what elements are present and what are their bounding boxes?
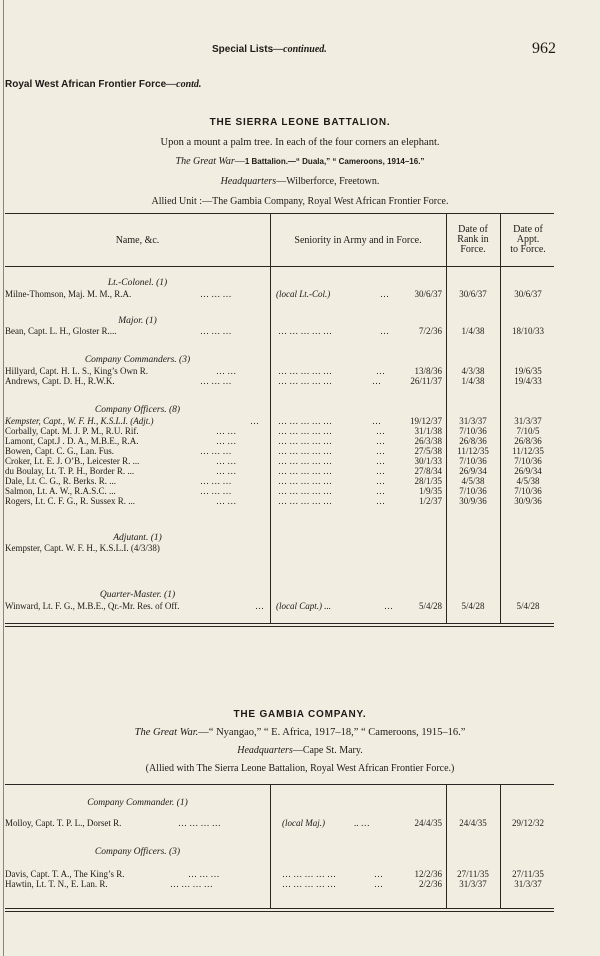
leader-dots: … [376,456,385,466]
leader-dots: … [255,601,264,611]
appt-date: 26/9/34 [514,466,542,476]
gambia-title: THE GAMBIA COMPANY. [233,709,367,720]
leader-dots: … [380,289,389,299]
appt-date: 18/10/33 [511,326,544,336]
category-company-commanders: Company Commanders. (3) [84,355,191,365]
leader-dots: … [376,426,385,436]
sierra-headquarters: Headquarters—Wilberforce, Freetown. [220,176,380,187]
table-row [0,818,600,829]
table-row [0,376,600,387]
rank-date: 27/11/35 [457,869,489,879]
appt-date: 7/10/36 [514,456,542,466]
seniority-date: 7/2/36 [418,326,442,336]
table-bottom-rule-2 [5,626,554,627]
leader-dots: … … … [200,376,232,386]
seniority-date: 24/4/35 [414,818,442,828]
appt-date: 29/12/32 [511,818,544,828]
leader-dots: … … [216,466,237,476]
table-bottom-rule [5,623,554,624]
leader-dots: … … … [200,476,232,486]
header-rank-date: Date of Rank in Force. [457,224,489,255]
leader-dots: … … … … … [278,426,332,436]
rank-date: 7/10/36 [459,426,487,436]
leader-dots: … [376,496,385,506]
officer-name: Kempster, Capt., W. F. H., K.S.L.I. (Adjt.) [5,416,154,426]
leader-dots: … … [216,366,237,376]
rank-date: 1/4/38 [461,376,485,386]
rank-date: 31/3/37 [459,416,487,426]
appt-date: 27/11/35 [512,869,544,879]
seniority-date: 30/1/33 [414,456,442,466]
gambia-headquarters: Headquarters—Cape St. Mary. [237,745,363,756]
seniority-date: 30/6/37 [414,289,442,299]
officer-name: Bean, Capt. L. H., Gloster R.... [5,326,117,336]
leader-dots: … … [216,436,237,446]
leader-dots: … [376,436,385,446]
seniority-note: (local Maj.) [282,818,325,828]
sierra-title: THE SIERRA LEONE BATTALION. [209,117,391,128]
table-row [0,543,600,554]
officer-name: Andrews, Capt. D. H., R.W.K. [5,376,115,386]
officer-name: Kempster, Capt. W. F. H., K.S.L.I. (4/3/38) [5,543,160,553]
seniority-date: 12/2/36 [414,869,442,879]
gambia-table-bottom-rule-2 [5,911,554,912]
category-gambia-company-officers: Company Officers. (3) [94,847,181,857]
leader-dots: … … … [200,486,232,496]
page-number: 962 [532,40,556,57]
leader-dots: … [374,869,383,879]
appt-date: 19/6/35 [514,366,542,376]
running-head [0,42,600,58]
appt-date: 7/10/36 [514,486,542,496]
leader-dots: … [376,446,385,456]
leader-dots: … … … … [170,879,213,889]
leader-dots: … … … [188,869,220,879]
section-heading: Royal West African Frontier Force—contd. [5,79,202,90]
appt-date: 5/4/28 [516,601,540,611]
rank-date: 4/3/38 [461,366,485,376]
rank-date: 5/4/28 [461,601,485,611]
seniority-note: (local Lt.-Col.) [276,289,331,299]
officer-name: Croker, Lt. E. J. O’B., Leicester R. ... [5,456,140,466]
gambia-table-top-rule [5,784,554,785]
leader-dots: … [372,376,381,386]
appt-date: 30/9/36 [514,496,542,506]
sierra-allied-unit: Allied Unit :—The Gambia Company, Royal West African Frontier Force. [151,196,449,207]
header-seniority: Seniority in Army and in Force. [294,235,422,246]
seniority-date: 1/9/35 [418,486,442,496]
leader-dots: … … … … … [278,496,332,506]
leader-dots: … [380,326,389,336]
rank-date: 26/9/34 [459,466,487,476]
category-company-commander: Company Commander. (1) [87,798,188,808]
category-company-officers: Company Officers. (8) [94,405,181,415]
leader-dots: … [374,879,383,889]
table-row [0,601,600,612]
leader-dots: … … … … [178,818,221,828]
sierra-honours: The Great War—1 Battalion.—“ Duala,” “ Cameroons, 1914–16.” [175,156,425,167]
gambia-honours: The Great War.—“ Nyangao,” “ E. Africa, 1917–18,” “ Cameroons, 1915–16.” [134,727,466,738]
officer-name: Corbally, Capt. M. J. P. M., R.U. Rif. [5,426,139,436]
leader-dots: … … … … … [278,446,332,456]
rank-date: 7/10/36 [459,456,487,466]
appt-date: 4/5/38 [516,476,540,486]
seniority-date: 26/11/37 [410,376,442,386]
leader-dots: … … … … … [278,326,332,336]
seniority-date: 27/5/38 [414,446,442,456]
rank-date: 26/8/36 [459,436,487,446]
sierra-badge: Upon a mount a palm tree. In each of the four corners an elephant. [160,137,440,148]
table-row [0,326,600,337]
leader-dots: … [384,601,393,611]
appt-date: 31/3/37 [514,416,542,426]
table-row [0,289,600,300]
category-major: Major. (1) [118,316,157,326]
seniority-date: 2/2/36 [418,879,442,889]
header-name: Name, &c. [115,235,160,246]
rank-date: 30/6/37 [459,289,487,299]
seniority-date: 5/4/28 [418,601,442,611]
appt-date: 31/3/37 [514,879,542,889]
table-header-rule [5,266,554,267]
officer-name: Bowen, Capt. C. G., Lan. Fus. [5,446,114,456]
leader-dots: … [376,466,385,476]
rank-date: 7/10/36 [459,486,487,496]
leader-dots: … [372,416,381,426]
rank-date: 11/12/35 [457,446,489,456]
table-row [0,879,600,890]
leader-dots: … … … … … [278,476,332,486]
gambia-table-bottom-rule [5,908,554,909]
table-row [0,496,600,507]
seniority-date: 13/8/36 [414,366,442,376]
leader-dots: … [376,366,385,376]
officer-name: Lamont, Capt.J . D. A., M.B.E., R.A. [5,436,139,446]
leader-dots: … … [216,456,237,466]
officer-name: Hillyard, Capt. H. L. S., King’s Own R. [5,366,148,376]
leader-dots: … … … … … [278,436,332,446]
appt-date: 11/12/35 [512,446,544,456]
leader-dots: … … … [200,326,232,336]
leader-dots: … … … … … [278,486,332,496]
category-adjutant: Adjutant. (1) [113,533,162,543]
seniority-date: 27/8/34 [414,466,442,476]
seniority-date: 19/12/37 [409,416,442,426]
officer-name: Rogers, Lt. C. F. G., R. Sussex R. ... [5,496,136,506]
seniority-date: 26/3/38 [414,436,442,446]
leader-dots: … [376,476,385,486]
leader-dots: … … [216,496,237,506]
leader-dots: … … … [200,289,232,299]
leader-dots: … [250,416,259,426]
appt-date: 26/8/36 [514,436,542,446]
officer-name: Molloy, Capt. T. P. L., Dorset R. [5,818,122,828]
officer-name: Davis, Capt. T. A., The King’s R. [5,869,125,879]
rank-date: 24/4/35 [459,818,487,828]
seniority-date: 1/2/37 [418,496,442,506]
appt-date: 7/10/5 [516,426,540,436]
category-quarter-master: Quarter-Master. (1) [99,590,176,600]
leader-dots: … … … … … [282,879,336,889]
rank-date: 30/9/36 [459,496,487,506]
officer-name: du Boulay, Lt. T. P. H., Border R. ... [5,466,135,476]
category-lt-colonel: Lt.-Colonel. (1) [107,278,168,288]
appt-date: 30/6/37 [514,289,542,299]
leader-dots: … … … [200,446,232,456]
table-top-rule [5,213,554,214]
leader-dots: … … … … … [278,366,332,376]
seniority-date: 31/1/38 [414,426,442,436]
rank-date: 31/3/37 [459,879,487,889]
officer-name: Winward, Lt. F. G., M.B.E., Qr.-Mr. Res. of Off. [5,601,180,611]
gambia-allied: (Allied with The Sierra Leone Battalion, Royal West African Frontier Force.) [145,763,455,774]
leader-dots: … [376,486,385,496]
rank-date: 4/5/38 [461,476,485,486]
officer-name: Salmon, Lt. A. W., R.A.S.C. ... [5,486,116,496]
officer-name: Milne-Thomson, Maj. M. M., R.A. [5,289,132,299]
leader-dots: .. … [354,818,370,828]
seniority-note: (local Capt.) ... [276,601,331,611]
officer-name: Hawtin, Lt. T. N., E. Lan. R. [5,879,108,889]
officer-name: Dale, Lt. C. G., R. Berks. R. ... [5,476,116,486]
leader-dots: … … … … … [282,869,336,879]
header-appt-date: Date of Appt. to Force. [510,224,546,255]
leader-dots: … … … … … [278,466,332,476]
seniority-date: 28/1/35 [414,476,442,486]
leader-dots: … … [216,426,237,436]
leader-dots: … … … … … [278,416,332,426]
leader-dots: … … … … … [278,456,332,466]
rank-date: 1/4/38 [461,326,485,336]
running-head-title: Special Lists—continued. [212,44,327,55]
leader-dots: … … … … … [278,376,332,386]
appt-date: 19/4/33 [514,376,542,386]
